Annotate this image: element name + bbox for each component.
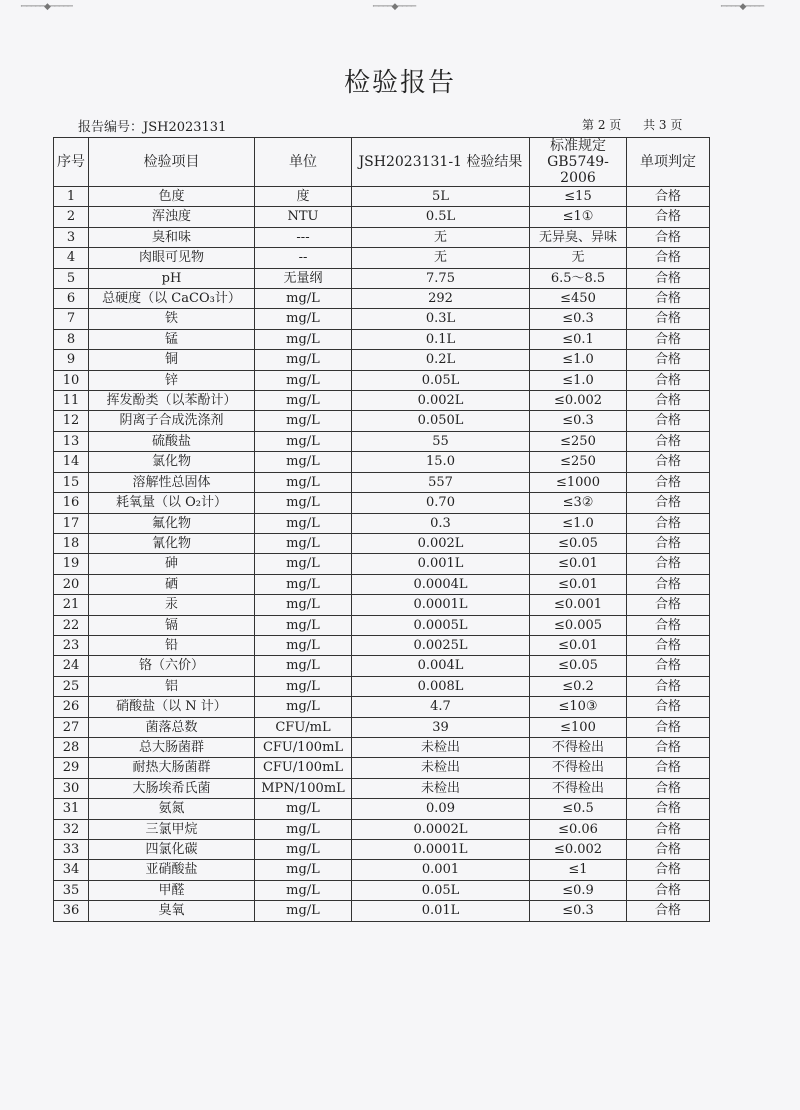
cell-result: 0.05L bbox=[352, 370, 530, 390]
page-total: 共 3 页 bbox=[643, 118, 683, 132]
header-result: JSH2023131-1 检验结果 bbox=[352, 138, 530, 187]
cell-result: 0.0002L bbox=[352, 819, 530, 839]
cell-item: 菌落总数 bbox=[89, 717, 255, 737]
cell-standard: ≤250 bbox=[530, 452, 627, 472]
table-row bbox=[54, 778, 710, 798]
scan-artifact: ·─────◆───── bbox=[20, 2, 72, 12]
cell-item: 铅 bbox=[89, 635, 255, 655]
cell-seq: 27 bbox=[54, 717, 89, 737]
cell-judgment: 合格 bbox=[627, 533, 710, 553]
page-indicator bbox=[582, 116, 686, 133]
cell-seq: 36 bbox=[54, 901, 89, 921]
cell-item: 溶解性总固体 bbox=[89, 472, 255, 492]
cell-unit: mg/L bbox=[255, 309, 352, 329]
cell-result: 292 bbox=[352, 289, 530, 309]
table-row bbox=[54, 635, 710, 655]
table-row bbox=[54, 411, 710, 431]
header-item: 检验项目 bbox=[89, 138, 255, 187]
cell-standard: ≤0.05 bbox=[530, 656, 627, 676]
cell-item: 锰 bbox=[89, 329, 255, 349]
cell-standard: 无异臭、异味 bbox=[530, 227, 627, 247]
cell-standard: ≤0.9 bbox=[530, 880, 627, 900]
cell-standard: ≤0.3 bbox=[530, 411, 627, 431]
cell-seq: 34 bbox=[54, 860, 89, 880]
cell-result: 0.70 bbox=[352, 493, 530, 513]
cell-item: 三氯甲烷 bbox=[89, 819, 255, 839]
cell-judgment: 合格 bbox=[627, 554, 710, 574]
cell-standard: ≤0.01 bbox=[530, 635, 627, 655]
cell-seq: 9 bbox=[54, 350, 89, 370]
cell-judgment: 合格 bbox=[627, 472, 710, 492]
cell-judgment: 合格 bbox=[627, 329, 710, 349]
cell-item: 镉 bbox=[89, 615, 255, 635]
cell-result: 55 bbox=[352, 431, 530, 451]
cell-unit: mg/L bbox=[255, 289, 352, 309]
cell-judgment: 合格 bbox=[627, 289, 710, 309]
table-row bbox=[54, 452, 710, 472]
table-row bbox=[54, 227, 710, 247]
cell-seq: 14 bbox=[54, 452, 89, 472]
cell-item: 硝酸盐（以 N 计） bbox=[89, 697, 255, 717]
cell-standard: ≤1.0 bbox=[530, 350, 627, 370]
cell-item: 硒 bbox=[89, 574, 255, 594]
cell-result: 0.004L bbox=[352, 656, 530, 676]
cell-unit: mg/L bbox=[255, 840, 352, 860]
cell-seq: 4 bbox=[54, 248, 89, 268]
cell-seq: 3 bbox=[54, 227, 89, 247]
cell-standard: 不得检出 bbox=[530, 778, 627, 798]
cell-judgment: 合格 bbox=[627, 350, 710, 370]
cell-seq: 33 bbox=[54, 840, 89, 860]
cell-result: 0.2L bbox=[352, 350, 530, 370]
cell-unit: mg/L bbox=[255, 656, 352, 676]
cell-unit: CFU/mL bbox=[255, 717, 352, 737]
cell-standard: ≤3② bbox=[530, 493, 627, 513]
cell-standard: ≤1000 bbox=[530, 472, 627, 492]
report-number: 报告编号：JSH2023131 bbox=[78, 120, 227, 135]
table-body bbox=[54, 187, 710, 922]
cell-result: 0.05L bbox=[352, 880, 530, 900]
cell-unit: NTU bbox=[255, 207, 352, 227]
cell-unit: mg/L bbox=[255, 452, 352, 472]
cell-seq: 19 bbox=[54, 554, 89, 574]
scan-artifact: ·────◆──── bbox=[720, 2, 764, 12]
cell-item: 铝 bbox=[89, 676, 255, 696]
cell-seq: 16 bbox=[54, 493, 89, 513]
cell-result: 0.1L bbox=[352, 329, 530, 349]
cell-unit: mg/L bbox=[255, 799, 352, 819]
cell-unit: mg/L bbox=[255, 615, 352, 635]
cell-unit: mg/L bbox=[255, 472, 352, 492]
cell-seq: 1 bbox=[54, 187, 89, 207]
cell-judgment: 合格 bbox=[627, 635, 710, 655]
table-row bbox=[54, 737, 710, 757]
cell-seq: 32 bbox=[54, 819, 89, 839]
cell-unit: mg/L bbox=[255, 880, 352, 900]
cell-result: 0.001 bbox=[352, 860, 530, 880]
cell-unit: -- bbox=[255, 248, 352, 268]
cell-seq: 20 bbox=[54, 574, 89, 594]
header-seq: 序号 bbox=[54, 138, 89, 187]
cell-seq: 8 bbox=[54, 329, 89, 349]
cell-standard: ≤0.01 bbox=[530, 574, 627, 594]
cell-unit: mg/L bbox=[255, 574, 352, 594]
table-row bbox=[54, 819, 710, 839]
cell-unit: mg/L bbox=[255, 329, 352, 349]
cell-seq: 30 bbox=[54, 778, 89, 798]
cell-item: 阴离子合成洗涤剂 bbox=[89, 411, 255, 431]
cell-result: 0.0001L bbox=[352, 840, 530, 860]
cell-unit: mg/L bbox=[255, 493, 352, 513]
cell-seq: 35 bbox=[54, 880, 89, 900]
cell-item: 甲醛 bbox=[89, 880, 255, 900]
cell-item: 挥发酚类（以苯酚计） bbox=[89, 391, 255, 411]
cell-result: 0.0004L bbox=[352, 574, 530, 594]
cell-standard: ≤15 bbox=[530, 187, 627, 207]
table-row bbox=[54, 860, 710, 880]
cell-judgment: 合格 bbox=[627, 187, 710, 207]
cell-seq: 17 bbox=[54, 513, 89, 533]
cell-judgment: 合格 bbox=[627, 656, 710, 676]
cell-unit: mg/L bbox=[255, 391, 352, 411]
cell-result: 0.01L bbox=[352, 901, 530, 921]
cell-item: 硫酸盐 bbox=[89, 431, 255, 451]
cell-standard: ≤0.06 bbox=[530, 819, 627, 839]
cell-standard: ≤0.001 bbox=[530, 595, 627, 615]
cell-unit: 无量纲 bbox=[255, 268, 352, 288]
table-row bbox=[54, 472, 710, 492]
cell-judgment: 合格 bbox=[627, 819, 710, 839]
cell-unit: mg/L bbox=[255, 860, 352, 880]
cell-unit: mg/L bbox=[255, 431, 352, 451]
cell-standard: ≤0.1 bbox=[530, 329, 627, 349]
cell-unit: mg/L bbox=[255, 370, 352, 390]
cell-result: 0.5L bbox=[352, 207, 530, 227]
cell-result: 0.001L bbox=[352, 554, 530, 574]
cell-unit: mg/L bbox=[255, 350, 352, 370]
table-row bbox=[54, 309, 710, 329]
cell-seq: 24 bbox=[54, 656, 89, 676]
cell-result: 15.0 bbox=[352, 452, 530, 472]
cell-judgment: 合格 bbox=[627, 717, 710, 737]
cell-item: 总大肠菌群 bbox=[89, 737, 255, 757]
table-row bbox=[54, 391, 710, 411]
cell-judgment: 合格 bbox=[627, 595, 710, 615]
table-row bbox=[54, 329, 710, 349]
cell-judgment: 合格 bbox=[627, 860, 710, 880]
cell-result: 无 bbox=[352, 248, 530, 268]
cell-judgment: 合格 bbox=[627, 431, 710, 451]
cell-item: 肉眼可见物 bbox=[89, 248, 255, 268]
cell-standard: ≤0.2 bbox=[530, 676, 627, 696]
cell-judgment: 合格 bbox=[627, 901, 710, 921]
cell-result: 0.0025L bbox=[352, 635, 530, 655]
cell-item: 耐热大肠菌群 bbox=[89, 758, 255, 778]
table-row bbox=[54, 676, 710, 696]
cell-item: 浑浊度 bbox=[89, 207, 255, 227]
cell-result: 39 bbox=[352, 717, 530, 737]
cell-result: 0.3L bbox=[352, 309, 530, 329]
table-row bbox=[54, 880, 710, 900]
cell-judgment: 合格 bbox=[627, 778, 710, 798]
table-row bbox=[54, 533, 710, 553]
cell-judgment: 合格 bbox=[627, 227, 710, 247]
cell-seq: 13 bbox=[54, 431, 89, 451]
inspection-table bbox=[53, 137, 710, 922]
cell-standard: ≤1① bbox=[530, 207, 627, 227]
cell-item: 耗氧量（以 O₂计） bbox=[89, 493, 255, 513]
cell-item: 亚硝酸盐 bbox=[89, 860, 255, 880]
cell-item: 总硬度（以 CaCO₃计） bbox=[89, 289, 255, 309]
table-row bbox=[54, 350, 710, 370]
cell-unit: mg/L bbox=[255, 676, 352, 696]
cell-unit: 度 bbox=[255, 187, 352, 207]
cell-unit: MPN/100mL bbox=[255, 778, 352, 798]
table-row bbox=[54, 554, 710, 574]
page-current: 第 2 页 bbox=[582, 118, 622, 132]
cell-result: 未检出 bbox=[352, 737, 530, 757]
cell-judgment: 合格 bbox=[627, 452, 710, 472]
cell-item: pH bbox=[89, 268, 255, 288]
page-title: 检验报告 bbox=[343, 68, 456, 98]
cell-seq: 22 bbox=[54, 615, 89, 635]
cell-unit: mg/L bbox=[255, 513, 352, 533]
table-row bbox=[54, 207, 710, 227]
table-row bbox=[54, 656, 710, 676]
cell-result: 0.050L bbox=[352, 411, 530, 431]
cell-judgment: 合格 bbox=[627, 370, 710, 390]
cell-item: 铜 bbox=[89, 350, 255, 370]
cell-result: 无 bbox=[352, 227, 530, 247]
cell-result: 0.002L bbox=[352, 391, 530, 411]
cell-item: 色度 bbox=[89, 187, 255, 207]
cell-judgment: 合格 bbox=[627, 615, 710, 635]
cell-seq: 18 bbox=[54, 533, 89, 553]
cell-unit: --- bbox=[255, 227, 352, 247]
cell-unit: mg/L bbox=[255, 635, 352, 655]
cell-result: 557 bbox=[352, 472, 530, 492]
table-row bbox=[54, 187, 710, 207]
cell-seq: 15 bbox=[54, 472, 89, 492]
cell-seq: 21 bbox=[54, 595, 89, 615]
cell-judgment: 合格 bbox=[627, 574, 710, 594]
cell-judgment: 合格 bbox=[627, 758, 710, 778]
cell-item: 氯化物 bbox=[89, 452, 255, 472]
cell-item: 臭和味 bbox=[89, 227, 255, 247]
cell-standard: ≤0.05 bbox=[530, 533, 627, 553]
cell-unit: CFU/100mL bbox=[255, 737, 352, 757]
cell-standard: ≤450 bbox=[530, 289, 627, 309]
cell-judgment: 合格 bbox=[627, 513, 710, 533]
cell-item: 砷 bbox=[89, 554, 255, 574]
cell-item: 氟化物 bbox=[89, 513, 255, 533]
cell-seq: 23 bbox=[54, 635, 89, 655]
cell-result: 0.09 bbox=[352, 799, 530, 819]
table-row bbox=[54, 493, 710, 513]
cell-judgment: 合格 bbox=[627, 493, 710, 513]
cell-judgment: 合格 bbox=[627, 880, 710, 900]
cell-standard: ≤1 bbox=[530, 860, 627, 880]
cell-standard: ≤0.002 bbox=[530, 840, 627, 860]
cell-standard: ≤1.0 bbox=[530, 513, 627, 533]
cell-result: 5L bbox=[352, 187, 530, 207]
cell-seq: 6 bbox=[54, 289, 89, 309]
cell-unit: mg/L bbox=[255, 595, 352, 615]
cell-result: 未检出 bbox=[352, 778, 530, 798]
cell-item: 臭氧 bbox=[89, 901, 255, 921]
table-row bbox=[54, 799, 710, 819]
cell-item: 铁 bbox=[89, 309, 255, 329]
cell-result: 未检出 bbox=[352, 758, 530, 778]
cell-result: 0.0005L bbox=[352, 615, 530, 635]
scan-artifact: ·────◆──── bbox=[372, 2, 416, 12]
table-row bbox=[54, 513, 710, 533]
header-standard: 标准规定 GB5749-2006 bbox=[530, 138, 627, 187]
cell-result: 0.0001L bbox=[352, 595, 530, 615]
cell-standard: ≤0.3 bbox=[530, 309, 627, 329]
cell-seq: 29 bbox=[54, 758, 89, 778]
cell-standard: ≤0.002 bbox=[530, 391, 627, 411]
cell-standard: ≤1.0 bbox=[530, 370, 627, 390]
cell-result: 0.3 bbox=[352, 513, 530, 533]
cell-seq: 10 bbox=[54, 370, 89, 390]
cell-item: 锌 bbox=[89, 370, 255, 390]
cell-seq: 7 bbox=[54, 309, 89, 329]
cell-judgment: 合格 bbox=[627, 268, 710, 288]
cell-standard: ≤0.005 bbox=[530, 615, 627, 635]
cell-standard: ≤10③ bbox=[530, 697, 627, 717]
cell-unit: mg/L bbox=[255, 697, 352, 717]
table-row bbox=[54, 370, 710, 390]
header-judgment: 单项判定 bbox=[627, 138, 710, 187]
cell-item: 大肠埃希氏菌 bbox=[89, 778, 255, 798]
table-row bbox=[54, 574, 710, 594]
cell-seq: 26 bbox=[54, 697, 89, 717]
cell-result: 4.7 bbox=[352, 697, 530, 717]
cell-standard: ≤0.5 bbox=[530, 799, 627, 819]
cell-judgment: 合格 bbox=[627, 207, 710, 227]
table-row bbox=[54, 615, 710, 635]
cell-unit: mg/L bbox=[255, 533, 352, 553]
cell-unit: mg/L bbox=[255, 819, 352, 839]
table-row bbox=[54, 758, 710, 778]
cell-judgment: 合格 bbox=[627, 309, 710, 329]
cell-item: 汞 bbox=[89, 595, 255, 615]
cell-result: 0.002L bbox=[352, 533, 530, 553]
cell-seq: 25 bbox=[54, 676, 89, 696]
table-row bbox=[54, 697, 710, 717]
table-row bbox=[54, 901, 710, 921]
table-row bbox=[54, 840, 710, 860]
cell-judgment: 合格 bbox=[627, 737, 710, 757]
cell-unit: mg/L bbox=[255, 554, 352, 574]
cell-result: 7.75 bbox=[352, 268, 530, 288]
cell-standard: ≤0.3 bbox=[530, 901, 627, 921]
cell-standard: 不得检出 bbox=[530, 737, 627, 757]
cell-item: 四氯化碳 bbox=[89, 840, 255, 860]
cell-standard: 不得检出 bbox=[530, 758, 627, 778]
cell-judgment: 合格 bbox=[627, 676, 710, 696]
table-row bbox=[54, 268, 710, 288]
cell-judgment: 合格 bbox=[627, 840, 710, 860]
table-row bbox=[54, 717, 710, 737]
table-row bbox=[54, 595, 710, 615]
cell-standard: ≤100 bbox=[530, 717, 627, 737]
cell-unit: mg/L bbox=[255, 411, 352, 431]
cell-judgment: 合格 bbox=[627, 697, 710, 717]
cell-seq: 28 bbox=[54, 737, 89, 757]
cell-judgment: 合格 bbox=[627, 391, 710, 411]
cell-seq: 11 bbox=[54, 391, 89, 411]
table-header-row bbox=[54, 138, 710, 187]
table-row bbox=[54, 289, 710, 309]
cell-standard: ≤250 bbox=[530, 431, 627, 451]
cell-standard: 无 bbox=[530, 248, 627, 268]
cell-item: 氨氮 bbox=[89, 799, 255, 819]
cell-seq: 2 bbox=[54, 207, 89, 227]
cell-standard: 6.5～8.5 bbox=[530, 268, 627, 288]
header-unit: 单位 bbox=[255, 138, 352, 187]
cell-standard: ≤0.01 bbox=[530, 554, 627, 574]
cell-judgment: 合格 bbox=[627, 411, 710, 431]
cell-judgment: 合格 bbox=[627, 799, 710, 819]
cell-seq: 5 bbox=[54, 268, 89, 288]
table-row bbox=[54, 248, 710, 268]
cell-judgment: 合格 bbox=[627, 248, 710, 268]
cell-result: 0.008L bbox=[352, 676, 530, 696]
cell-item: 铬（六价） bbox=[89, 656, 255, 676]
cell-unit: CFU/100mL bbox=[255, 758, 352, 778]
cell-seq: 12 bbox=[54, 411, 89, 431]
cell-seq: 31 bbox=[54, 799, 89, 819]
cell-item: 氰化物 bbox=[89, 533, 255, 553]
cell-unit: mg/L bbox=[255, 901, 352, 921]
table-row bbox=[54, 431, 710, 451]
